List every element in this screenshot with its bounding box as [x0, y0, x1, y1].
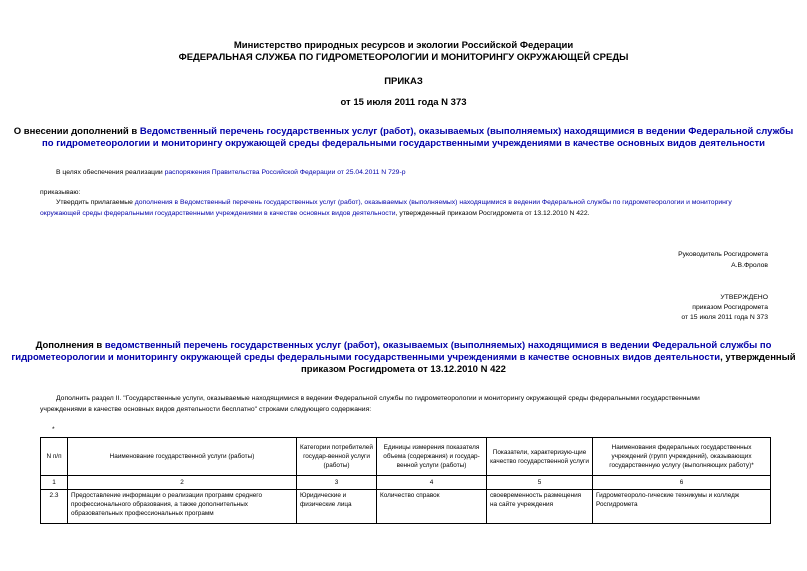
column-number: 1	[41, 476, 68, 490]
service-name: ФЕДЕРАЛЬНАЯ СЛУЖБА ПО ГИДРОМЕТЕОРОЛОГИИ И МОНИТОРИНГУ ОКРУЖАЮЩЕЙ СРЕДЫ	[178, 52, 629, 63]
header-institutions: Наименования федеральных государственных учреждений (групп учреждений), оказывающих государственную услугу (выполняющих работу)*	[593, 438, 771, 476]
supplement-link-line2[interactable]: гидрометеорологии и мониторингу окружающей среды федеральными государственными учреждениями в качестве основных видов деятельности	[11, 352, 721, 363]
document-date: от 15 июля 2011 года N 373	[340, 97, 467, 108]
order-word: приказываю:	[40, 189, 81, 196]
header-units: Единицы измерения показателя объема (содержания) и государ-венной услуги (работы)	[377, 438, 487, 476]
preamble-link[interactable]: распоряжения Правительства Российской Федерации от 25.04.2011 N 729-р	[164, 169, 406, 176]
row-institutions: Гидрометеороло-гические техникумы и колледж Росгидромета	[593, 490, 771, 524]
supplement-title	[0, 340, 807, 376]
row-consumers: Юридические и физические лица	[297, 490, 377, 524]
row-service-name: Предоставление информации о реализации программ среднего профессионального образования, а также дополнительных образовательных профессиональных программ	[68, 490, 297, 524]
supplement-line2-end: , утвержденный	[720, 352, 796, 363]
row-number: 2.3	[41, 490, 68, 524]
row-quality: своевременность размещения на сайте учреждения	[487, 490, 593, 524]
approved-line1: приказом Росгидромета	[692, 304, 768, 311]
column-number: 3	[297, 476, 377, 490]
supplement-link-line1[interactable]: ведомственный перечень государственных услуг (работ), оказываемых (выполняемых) находящимися в ведении Федеральной службы по	[104, 340, 772, 351]
column-number: 2	[68, 476, 297, 490]
column-number: 6	[593, 476, 771, 490]
approved-line2: от 15 июля 2011 года N 373	[681, 314, 768, 321]
services-table	[40, 437, 771, 524]
title-link-line1[interactable]: Ведомственный перечень государственных услуг (работ), оказываемых (выполняемых) находящимися в ведении Федеральной службы	[139, 126, 794, 137]
signature-name: А.В.Фролов	[731, 262, 768, 269]
table-header-row	[41, 438, 771, 476]
order-text-end: , утвержденный приказом Росгидромета от 13.12.2010 N 422.	[395, 210, 590, 217]
intro-line1: Дополнить раздел II. "Государственные услуги, оказываемые находящимися в ведении Федеральной службы по гидрометеорологии и мониторингу окружающей среды федеральными государственными	[56, 395, 700, 402]
asterisk-mark: *	[52, 426, 55, 433]
order-link-line2[interactable]: окружающей среды федеральными государственными учреждениями в качестве основных видов деятельности	[40, 210, 396, 217]
row-unit: Количество справок	[377, 490, 487, 524]
header-consumers: Категории потребителей государ-венной услуги (работы)	[297, 438, 377, 476]
intro-line2: учреждениями в качестве основных видов деятельности бесплатно" строками следующего содержания:	[40, 406, 372, 413]
supplement-line3: приказом Росгидромета от 13.12.2010 N 422	[301, 364, 506, 375]
order-link-line1[interactable]: дополнения в Ведомственный перечень государственных услуг (работ), оказываемых (выполняемых) находящимися в ведении Федеральной службы по гидрометеорологии и мониторингу	[134, 199, 732, 206]
preamble	[56, 167, 406, 178]
supplement-prefix: Дополнения в	[35, 340, 103, 351]
header-quality: Показатели, характеризую-щие качество государственной услуги	[487, 438, 593, 476]
header-service-name: Наименование государственной услуги (работы)	[68, 438, 297, 476]
ministry-name: Министерство природных ресурсов и экологии Российской Федерации	[233, 40, 574, 51]
title-prefix: О внесении дополнений в	[13, 126, 138, 137]
table-row	[41, 490, 771, 524]
title-link-line2[interactable]: по гидрометеорологии и мониторингу окружающей среды федеральными государственными учреждениями в качестве основных видов деятельности	[42, 138, 765, 149]
header-number: N п/п	[41, 438, 68, 476]
preamble-text: В целях обеспечения реализации	[56, 169, 163, 176]
approved-label: УТВЕРЖДЕНО	[720, 294, 768, 301]
document-type: ПРИКАЗ	[384, 76, 423, 87]
signature-position: Руководитель Росгидромета	[678, 251, 768, 258]
document-title	[0, 126, 807, 150]
intro-paragraph	[40, 393, 770, 415]
order-text	[40, 197, 770, 219]
column-number: 5	[487, 476, 593, 490]
table-numbers-row	[41, 476, 771, 490]
column-number: 4	[377, 476, 487, 490]
order-text-start: Утвердить прилагаемые	[56, 199, 133, 206]
